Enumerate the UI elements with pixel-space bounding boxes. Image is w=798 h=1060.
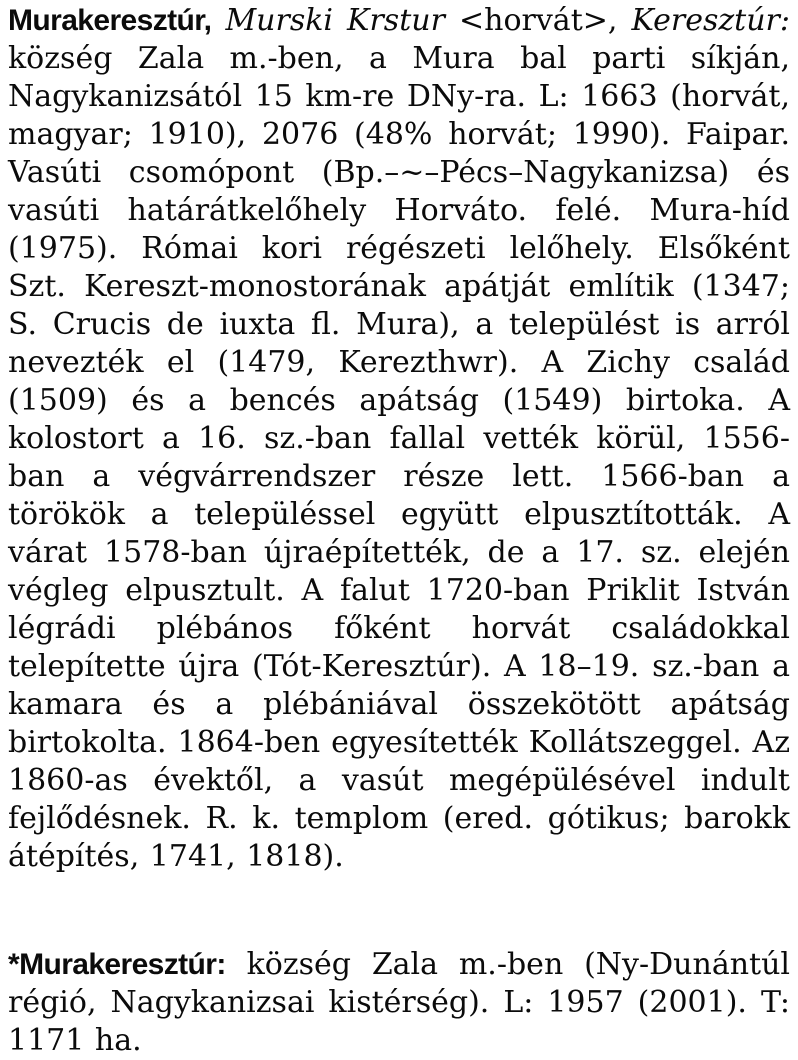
- entry-body-text: község Zala m.-ben (Ny-Dunántúl régió, Nagykanizsai kistérség). L: 1957 (2001). T: 1171 ha.: [8, 947, 791, 1058]
- language-note: <horvát>,: [459, 3, 618, 38]
- entry-headword: *Murakeresztúr:: [8, 948, 226, 981]
- entry-murakeresztur-main: [8, 2, 790, 876]
- entry-body-text: község Zala m.-ben, a Mura bal parti síkján, Nagykanizsától 15 km-re DNy-ra. L: 1663 (horvát, magyar; 1910), 2076 (48% horvát; 1990). Faipar. Vasúti csomópont (Bp.–~–Pécs–Nagykanizsa) és vasúti határátkelőhely Horváto. felé. Mura-híd (1975). Római kori régészeti lelőhely. Elsőként Szt. Kereszt-monostorának apátját említik (1347; S. Crucis de iuxta fl. Mura), a települést is arról nevezték el (1479, Kerezthwr). A Zichy család (1509) és a bencés apátság (1549) birtoka. A kolostort a 16. sz.-ban fallal vették körül, 1556-ban a végvárrendszer része lett. 1566-ban a törökök a településsel együtt elpusztították. A várat 1578-ban újraépítették, de a 17. sz. elején végleg elpusztult. A falut 1720-ban Priklit István légrádi plébános főként horvát családokkal telepítette újra (Tót-Keresztúr). A 18–19. sz.-ban a kamara és a plébániával összekötött apátság birtokolta. 1864-ben egyesítették Kollátszeggel. Az 1860-as évektől, a vasút megépülésével indult fejlődésnek. R. k. templom (ered. gótikus; barokk átépítés, 1741, 1818).: [8, 41, 790, 874]
- alternate-name: Keresztúr:: [631, 3, 790, 38]
- entry-headword: Murakeresztúr,: [8, 4, 212, 37]
- entry-murakeresztur-secondary: [8, 946, 790, 1060]
- foreign-name-croatian: Murski Krstur: [225, 3, 445, 38]
